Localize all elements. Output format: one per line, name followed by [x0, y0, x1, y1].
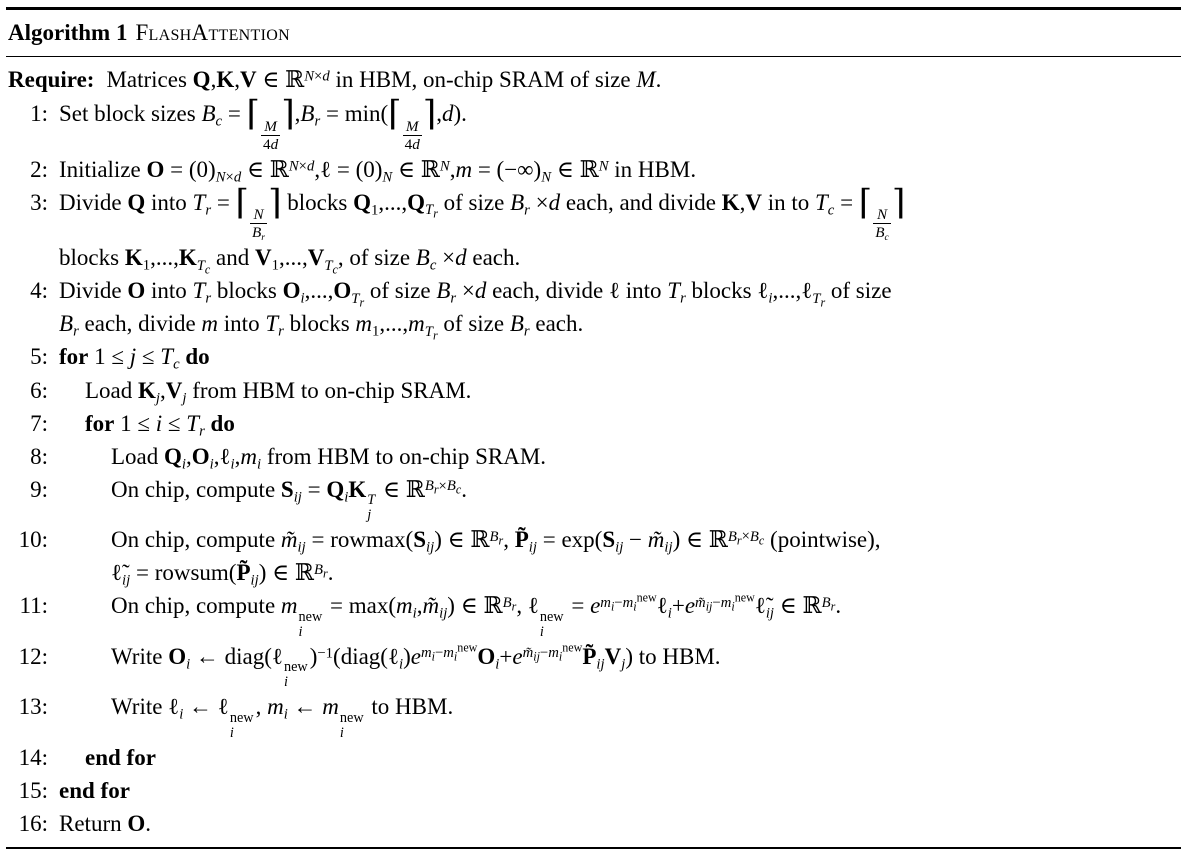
line-content: Load $K_j,V_j$ from HBM to on-chip SRAM. — [85, 377, 472, 406]
line-number: 10: — [18, 527, 48, 553]
require-text: Matrices Q,K,V ∈ ℝ$^{N\times d}$ in HBM, on-chip SRAM of size M. — [106, 67, 662, 93]
line-number: 3: — [30, 189, 48, 215]
line-number: 14: — [18, 744, 48, 770]
algorithm-number-label: Algorithm 1 — [8, 20, 128, 45]
algorithm-line — [6, 274, 1179, 343]
line-content: Set block sizes $B_c$ = ⌈ $\frac{M}{4d}$ $⌉,B_r$ = min(⌈ $\frac{M}{4d}$ ⌉,d). — [59, 95, 467, 153]
algorithm-line — [6, 640, 1179, 690]
line-number: 7: — [30, 410, 48, 436]
algorithm-line — [6, 153, 1179, 186]
algorithm-line — [6, 407, 1179, 440]
algorithm-line — [6, 741, 1179, 774]
line-content: Write ℓ$_i$ ← ℓ new i , $m_i$ ← m new i to HBM. — [111, 694, 454, 741]
line-number: 4: — [30, 278, 48, 304]
line-content: Return O. — [59, 810, 151, 836]
line-number: 11: — [19, 593, 48, 619]
algorithm-line — [6, 774, 1179, 807]
algorithm-title — [6, 10, 1181, 53]
algorithm-body — [6, 57, 1181, 840]
line-number: 12: — [18, 643, 48, 669]
algorithm-line — [6, 183, 1179, 277]
algorithm-line — [6, 440, 1179, 473]
algorithm-line — [6, 97, 1179, 152]
require-line — [6, 61, 1179, 97]
line-content: Write $O_i$ ← diag(ℓ new i )$^{-1}(diag(\ell_i)e^{m_i-m_i^{new}}O_i+e^{m̃_{ij}-m_i^{new}}P̃_{ij}V_j)$ to HBM. — [111, 640, 721, 691]
line-content: for $1 \le j \le T_c$ do — [59, 344, 210, 373]
algorithm-line — [6, 807, 1179, 840]
line-content: end for — [85, 744, 156, 770]
algorithm-line — [6, 473, 1179, 523]
line-number: 13: — [18, 694, 48, 720]
line-number: 9: — [30, 476, 48, 502]
line-content: end for — [59, 777, 130, 803]
line-number: 8: — [30, 443, 48, 469]
line-number: 1: — [30, 101, 48, 127]
algorithm-line — [6, 589, 1179, 639]
algorithm-line — [6, 374, 1179, 407]
line-content: Load $Q_i,O_i,\ell_i,m_i$ from HBM to on-chip SRAM. — [111, 443, 547, 473]
line-number: 15: — [18, 777, 48, 803]
line-number: 5: — [30, 344, 48, 370]
line-content: Divide Q into $T_r$ = ⌈ $\frac{N}{B_r}$ ⌉ blocks $Q_1,...,Q_{T_r}$ of size $B_r \times d$ each, and divide K,V in to $T_c$ = ⌈ $\frac{N}{B_c}$ ⌉ blocks $K_1,...,K_{T_c}$ and $V_1,...,V_{T_c}$, of size $B_c \times d$ each. — [59, 183, 906, 277]
line-content: for $1 \le i \le T_r$ do — [85, 410, 235, 440]
line-content: Divide O into $T_r$ blocks $O_i,...,O_{T_r}$ of size $B_r \times d$ each, divide ℓ into $T_r$ blocks ℓ$_i$,...,ℓ$_{T_r}$ of size $B_r$ each, divide m into $T_r$ blocks $m_1,...,m_{T_r}$ of size $B_r$ each. — [59, 278, 892, 343]
algorithm-lines — [6, 97, 1179, 840]
line-number: 6: — [30, 377, 48, 403]
algorithm-line — [6, 690, 1179, 740]
line-content: Initialize $O = (0)_{N\times d}$ ∈ ℝ$^{N\times d}$,ℓ = $(0)_N$ ∈ ℝ$^N$,m = $(-\infty)_N$ ∈ ℝ$^N$ in HBM. — [59, 156, 697, 186]
line-number: 2: — [30, 156, 48, 182]
algorithm-line — [6, 523, 1179, 589]
line-content: On chip, compute $m̃_{ij} = rowmax(S_{ij})$ ∈ ℝ$^{B_r}$, $P̃_{ij} = \exp(S_{ij}$ − $m̃_{ij}$) ∈ ℝ$^{B_r\times B_c}$ (pointwise), $\ell̃_{ij}$ = $rowsum(P̃_{ij})$ ∈ ℝ$^{B_r}$. — [111, 527, 881, 589]
line-content: On chip, compute m new i = $\max(m_i,m̃_{ij})$ ∈ ℝ$^{B_r}$, ℓ new i = $e^{m_i-m_i^{new}}\ell_i+e^{m̃_{ij}-m_i^{new}}\ell̃_{ij}$ ∈ ℝ$^{B_r}$. — [111, 590, 842, 640]
line-content: On chip, compute $S_{ij} = Q_iK$ T j ∈ ℝ$^{B_r\times B_c}$. — [111, 476, 467, 524]
algorithm-name: FlashAttention — [135, 20, 290, 45]
line-number: 16: — [18, 810, 48, 836]
require-keyword: Require: — [8, 67, 95, 93]
algorithm-line — [6, 340, 1179, 373]
